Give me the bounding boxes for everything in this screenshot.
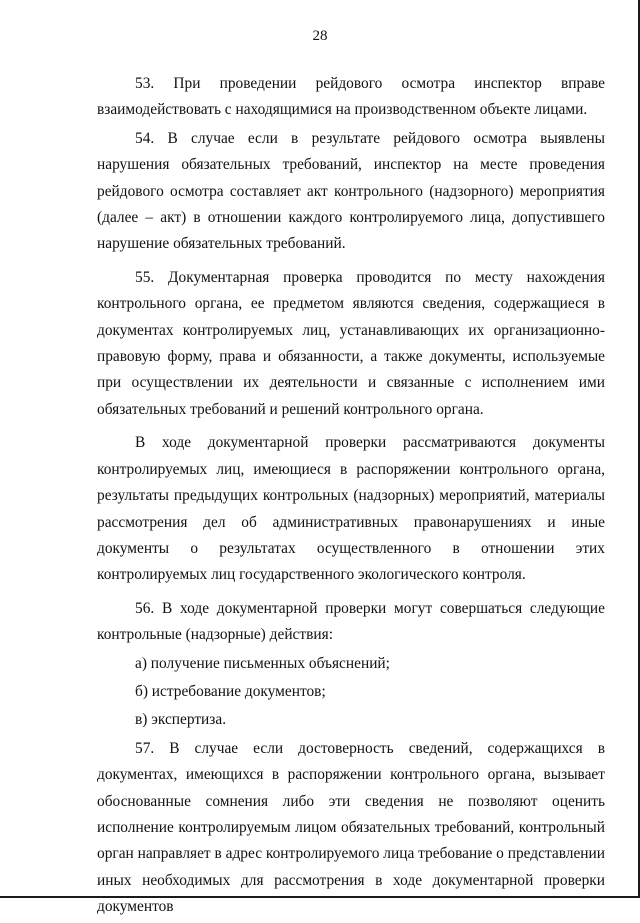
list-item-a: а) получение письменных объяснений; — [135, 654, 390, 672]
paragraph-55: 55. Документарная проверка проводится по месту нахождения контрольного органа, ее предметом являются сведения, содержащиеся в документах контролируемых лиц, устанавливающих их организационно-правовую форму, права и обязанности, а также документы, используемые при осуществлении их деятельности и связанные с исполнением ими обязательных требований и решений контрольного органа. — [97, 268, 605, 418]
paragraph-54: 54. В случае если в результате рейдового осмотра выявлены нарушения обязательных требований, инспектор на месте проведения рейдового осмотра составляет акт контрольного (надзорного) мероприятия (далее – акт) в отношении каждого контролируемого лица, допустившего нарушение обязательных требований. — [97, 129, 605, 253]
paragraph-55-continued: В ходе документарной проверки рассматриваются документы контролируемых лиц, имеющиеся в распоряжении контрольного органа, результаты предыдущих контрольных (надзорных) мероприятий, материалы рассмотрения дел об административных правонарушениях и иные документы о результатах осуществленного в отношении этих контролируемых лиц государственного экологического контроля. — [97, 434, 605, 584]
page-body — [97, 71, 605, 923]
list-item-b: б) истребование документов; — [135, 682, 326, 700]
page-number: 28 — [312, 28, 328, 44]
list-item-c: в) экспертиза. — [135, 711, 227, 729]
paragraph-57: 57. В случае если достоверность сведений, содержащихся в документах, имеющихся в распоряжении контрольного органа, вызывает обоснованные сомнения либо эти сведения не позволяют оценить исполнение контролируемым лицом обязательных требований, контрольный орган направляет в адрес контролируемого лица требование о представлении иных необходимых для рассмотрения в ходе документарной проверки документов — [97, 739, 605, 916]
paragraph-53: 53. При проведении рейдового осмотра инспектор вправе взаимодействовать с находящимися на производственном объекте лицами. — [97, 75, 605, 119]
paragraph-56: 56. В ходе документарной проверки могут совершаться следующие контрольные (надзорные) действия: — [97, 599, 605, 644]
